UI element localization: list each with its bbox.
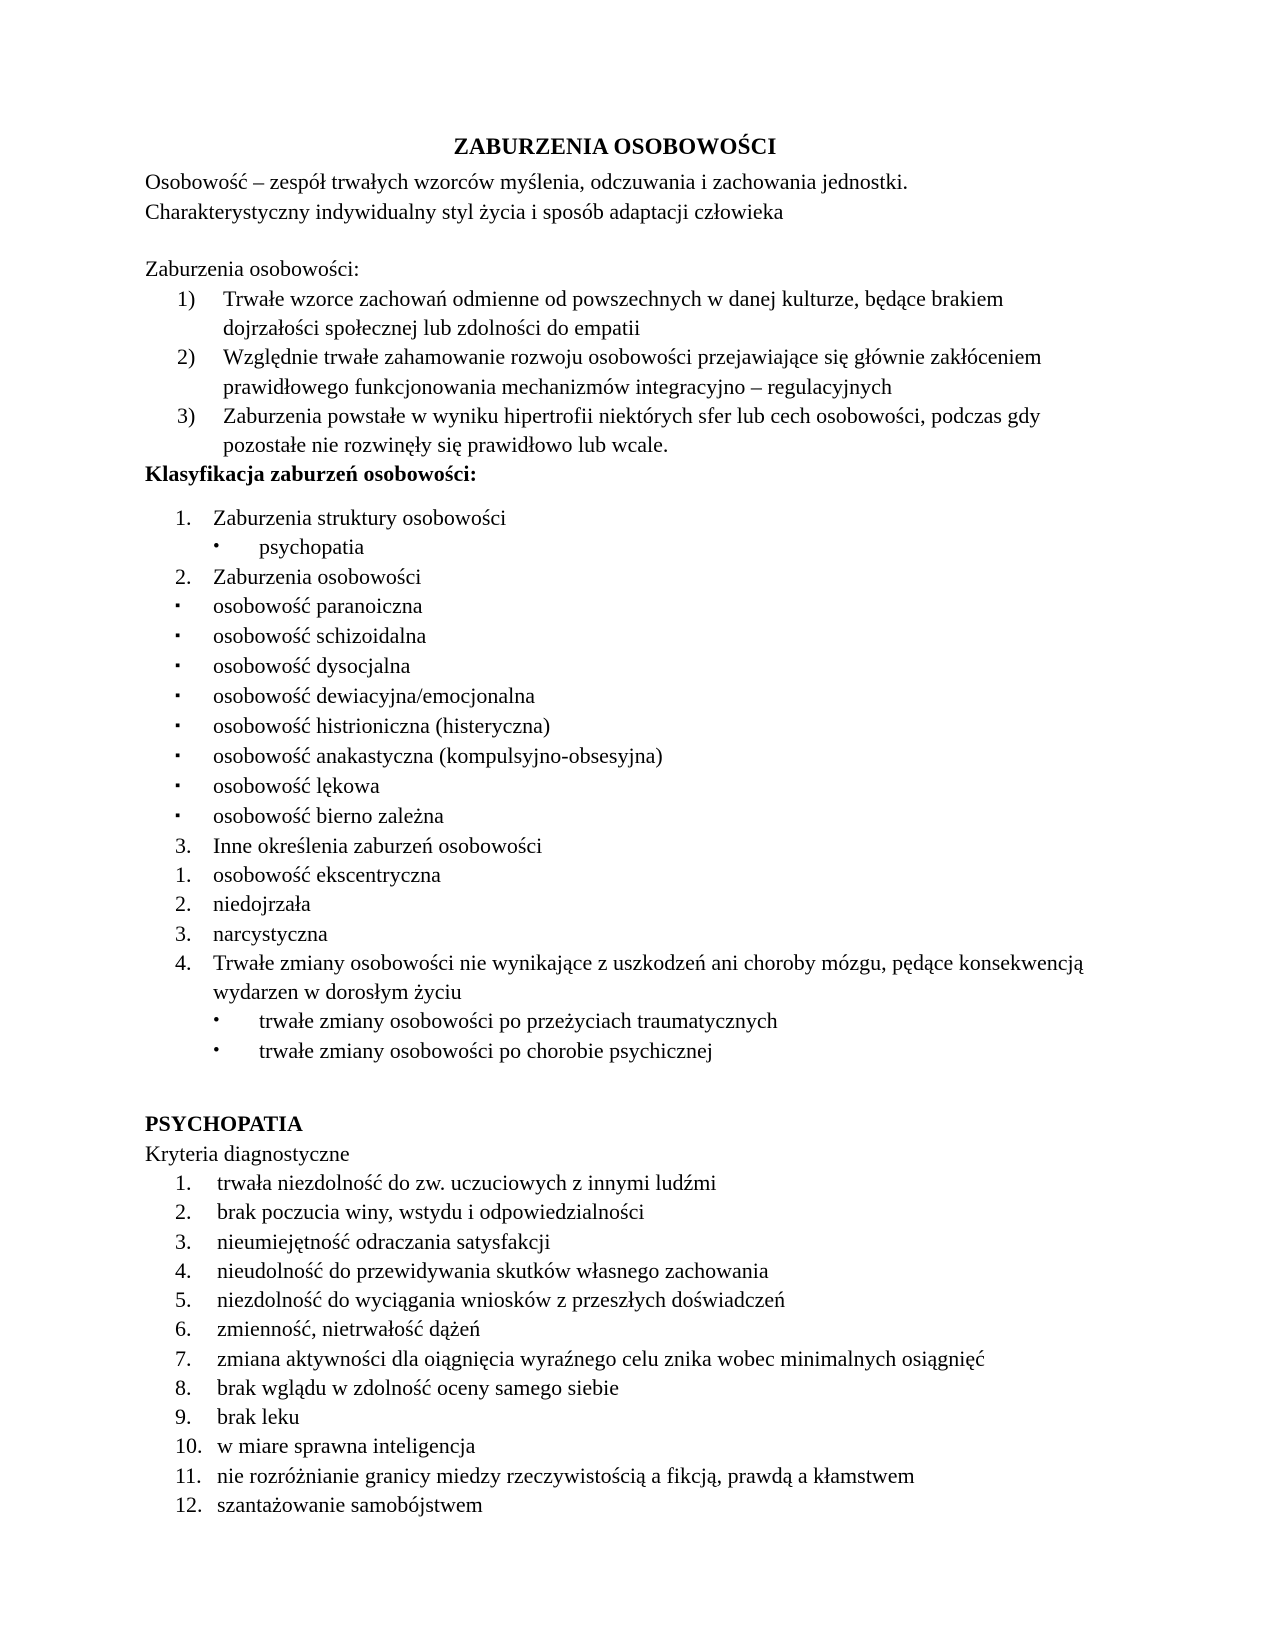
- bullet-square-icon: ▪: [175, 777, 181, 794]
- list-text: niezdolność do wyciągania wniosków z przeszłych doświadczeń: [217, 1287, 786, 1313]
- list-text: Trwałe wzorce zachowań odmienne od powszechnych w danej kulturze, będące brakiem dojrzałości społecznej lub zdolności do empatii: [223, 285, 1004, 341]
- list-text: osobowość ekscentryczna: [213, 862, 441, 887]
- list-text: brak poczucia winy, wstydu i odpowiedzialności: [217, 1199, 645, 1225]
- list-text: osobowość dewiacyjna/emocjonalna: [213, 682, 535, 708]
- list-item: [145, 562, 1085, 591]
- list-item: [145, 1461, 1085, 1490]
- list-marker: 2): [177, 344, 196, 370]
- list-item: [145, 1197, 1085, 1226]
- list-item: [145, 621, 1085, 651]
- list-text: trwałe zmiany osobowości po chorobie psychicznej: [259, 1037, 713, 1063]
- list-item: [145, 1256, 1085, 1285]
- list-marker: 8.: [175, 1374, 192, 1400]
- list-item: [145, 1227, 1085, 1256]
- page-title: ZABURZENIA OSOBOWOŚCI: [453, 134, 777, 159]
- list-text: trwała niezdolność do zw. uczuciowych z innymi ludźmi: [217, 1170, 717, 1196]
- bullet-square-icon: ▪: [175, 747, 181, 764]
- list-item: [145, 342, 1085, 401]
- list-item: [145, 1373, 1085, 1402]
- intro-line-2: Charakterystyczny indywidualny styl życia i sposób adaptacji człowieka: [145, 198, 784, 224]
- definitions-list: [145, 284, 1085, 460]
- list-item: [145, 284, 1085, 343]
- spacer: [145, 226, 1085, 254]
- list-text: Trwałe zmiany osobowości nie wynikające z uszkodzeń ani choroby mózgu, pędące konsekwencją wydarzen w dorosłym życiu: [213, 949, 1084, 1004]
- list-text: Zaburzenia struktury osobowości: [213, 504, 507, 530]
- bullet-square-icon: ▪: [175, 627, 181, 644]
- classification-heading: Klasyfikacja zaburzeń osobowości:: [145, 461, 478, 487]
- list-text: osobowość bierno zależna: [213, 802, 444, 828]
- list-item: [145, 1168, 1085, 1197]
- list-item: [145, 681, 1085, 711]
- list-text: Inne określenia zaburzeń osobowości: [213, 832, 543, 858]
- list-marker: 3.: [175, 920, 192, 946]
- list-text: osobowość dysocjalna: [213, 652, 411, 678]
- list-item: [145, 651, 1085, 681]
- list-marker: 2.: [175, 1199, 192, 1225]
- list-marker: 7.: [175, 1345, 192, 1371]
- list-marker: 2.: [175, 563, 192, 589]
- list-marker: 1): [177, 285, 196, 311]
- list-text: osobowość histrioniczna (histeryczna): [213, 712, 551, 738]
- bullet-square-icon: ▪: [175, 717, 181, 734]
- classification-list: [145, 503, 1085, 1065]
- list-marker: 6.: [175, 1316, 192, 1342]
- list-marker: 1.: [175, 1170, 192, 1196]
- bullet-disc-icon: •: [213, 1039, 220, 1061]
- bullet-disc-icon: •: [213, 536, 220, 558]
- list-text: brak wglądu w zdolność oceny samego siebie: [217, 1374, 619, 1400]
- bullet-disc-icon: •: [213, 1010, 220, 1032]
- intro-line-1: Osobowość – zespół trwałych wzorców myślenia, odczuwania i zachowania jednostki.: [145, 169, 909, 195]
- list-text: nie rozróżnianie granicy miedzy rzeczywistością a fikcją, prawdą a kłamstwem: [217, 1462, 915, 1488]
- list-marker: 2.: [175, 891, 192, 917]
- list-text: zmienność, nietrwałość dążeń: [217, 1316, 481, 1342]
- list-text: nieudolność do przewidywania skutków własnego zachowania: [217, 1257, 769, 1283]
- list-text: Zaburzenia osobowości: [213, 563, 422, 589]
- list-item: [145, 919, 1085, 948]
- disorders-label: Zaburzenia osobowości:: [145, 256, 360, 282]
- list-item: [145, 1036, 1085, 1065]
- list-item: [145, 1344, 1085, 1373]
- list-marker: 9.: [175, 1404, 192, 1430]
- psychopathy-criteria-list: [145, 1168, 1085, 1519]
- list-text: osobowość anakastyczna (kompulsyjno-obsesyjna): [213, 742, 663, 768]
- list-text: zmiana aktywności dla oiągnięcia wyraźnego celu znika wobec minimalnych osiągnięć: [217, 1345, 985, 1371]
- list-item: [145, 591, 1085, 621]
- list-text: psychopatia: [259, 534, 365, 560]
- list-marker: 5.: [175, 1287, 192, 1313]
- spacer: [145, 489, 1085, 503]
- list-item: [145, 1402, 1085, 1431]
- list-marker: 1.: [175, 504, 192, 530]
- list-item: [145, 889, 1085, 918]
- list-item: [145, 401, 1085, 460]
- list-text: osobowość lękowa: [213, 772, 380, 798]
- spacer: [145, 1065, 1085, 1109]
- list-item: [145, 711, 1085, 741]
- list-marker: 3): [177, 402, 196, 428]
- list-text: trwałe zmiany osobowości po przeżyciach traumatycznych: [259, 1008, 778, 1034]
- bullet-square-icon: ▪: [175, 597, 181, 614]
- psychopathy-subheading: Kryteria diagnostyczne: [145, 1140, 350, 1166]
- list-item: [145, 741, 1085, 771]
- list-text: nieumiejętność odraczania satysfakcji: [217, 1228, 551, 1254]
- bullet-square-icon: ▪: [175, 657, 181, 674]
- list-text: w miare sprawna inteligencja: [217, 1433, 476, 1459]
- list-item: [145, 831, 1085, 860]
- list-item: [145, 1490, 1085, 1519]
- list-text: osobowość schizoidalna: [213, 622, 427, 648]
- list-item: [145, 532, 1085, 561]
- psychopathy-heading: PSYCHOPATIA: [145, 1111, 303, 1137]
- list-item: [145, 860, 1085, 889]
- list-item: [145, 1431, 1085, 1460]
- list-item: [145, 801, 1085, 831]
- list-text: szantażowanie samobójstwem: [217, 1491, 483, 1517]
- list-item: [145, 503, 1085, 532]
- list-item: [145, 1006, 1085, 1035]
- list-marker: 1.: [175, 862, 192, 887]
- list-marker: 3.: [175, 1228, 192, 1254]
- list-marker: 12.: [175, 1491, 203, 1517]
- list-item: [145, 1285, 1085, 1314]
- list-item: [145, 948, 1085, 1007]
- list-text: brak leku: [217, 1404, 300, 1430]
- bullet-square-icon: ▪: [175, 807, 181, 824]
- list-text: niedojrzała: [213, 891, 311, 917]
- list-item: [145, 771, 1085, 801]
- list-marker: 10.: [175, 1433, 203, 1459]
- list-item: [145, 1314, 1085, 1343]
- list-marker: 4.: [175, 1257, 192, 1283]
- list-text: Względnie trwałe zahamowanie rozwoju osobowości przejawiające się głównie zakłóceniem prawidłowego funkcjonowania mechanizmów integracyjno – regulacyjnych: [223, 344, 1042, 399]
- list-text: osobowość paranoiczna: [213, 592, 423, 618]
- list-text: Zaburzenia powstałe w wyniku hipertrofii niektórych sfer lub cech osobowości, podczas gdy pozostałe nie rozwinęły się prawidłowo lub wcale.: [223, 402, 1041, 458]
- list-marker: 4.: [175, 949, 192, 975]
- list-marker: 3.: [175, 832, 192, 858]
- list-text: narcystyczna: [213, 920, 328, 946]
- list-marker: 11.: [175, 1462, 202, 1488]
- bullet-square-icon: ▪: [175, 687, 181, 704]
